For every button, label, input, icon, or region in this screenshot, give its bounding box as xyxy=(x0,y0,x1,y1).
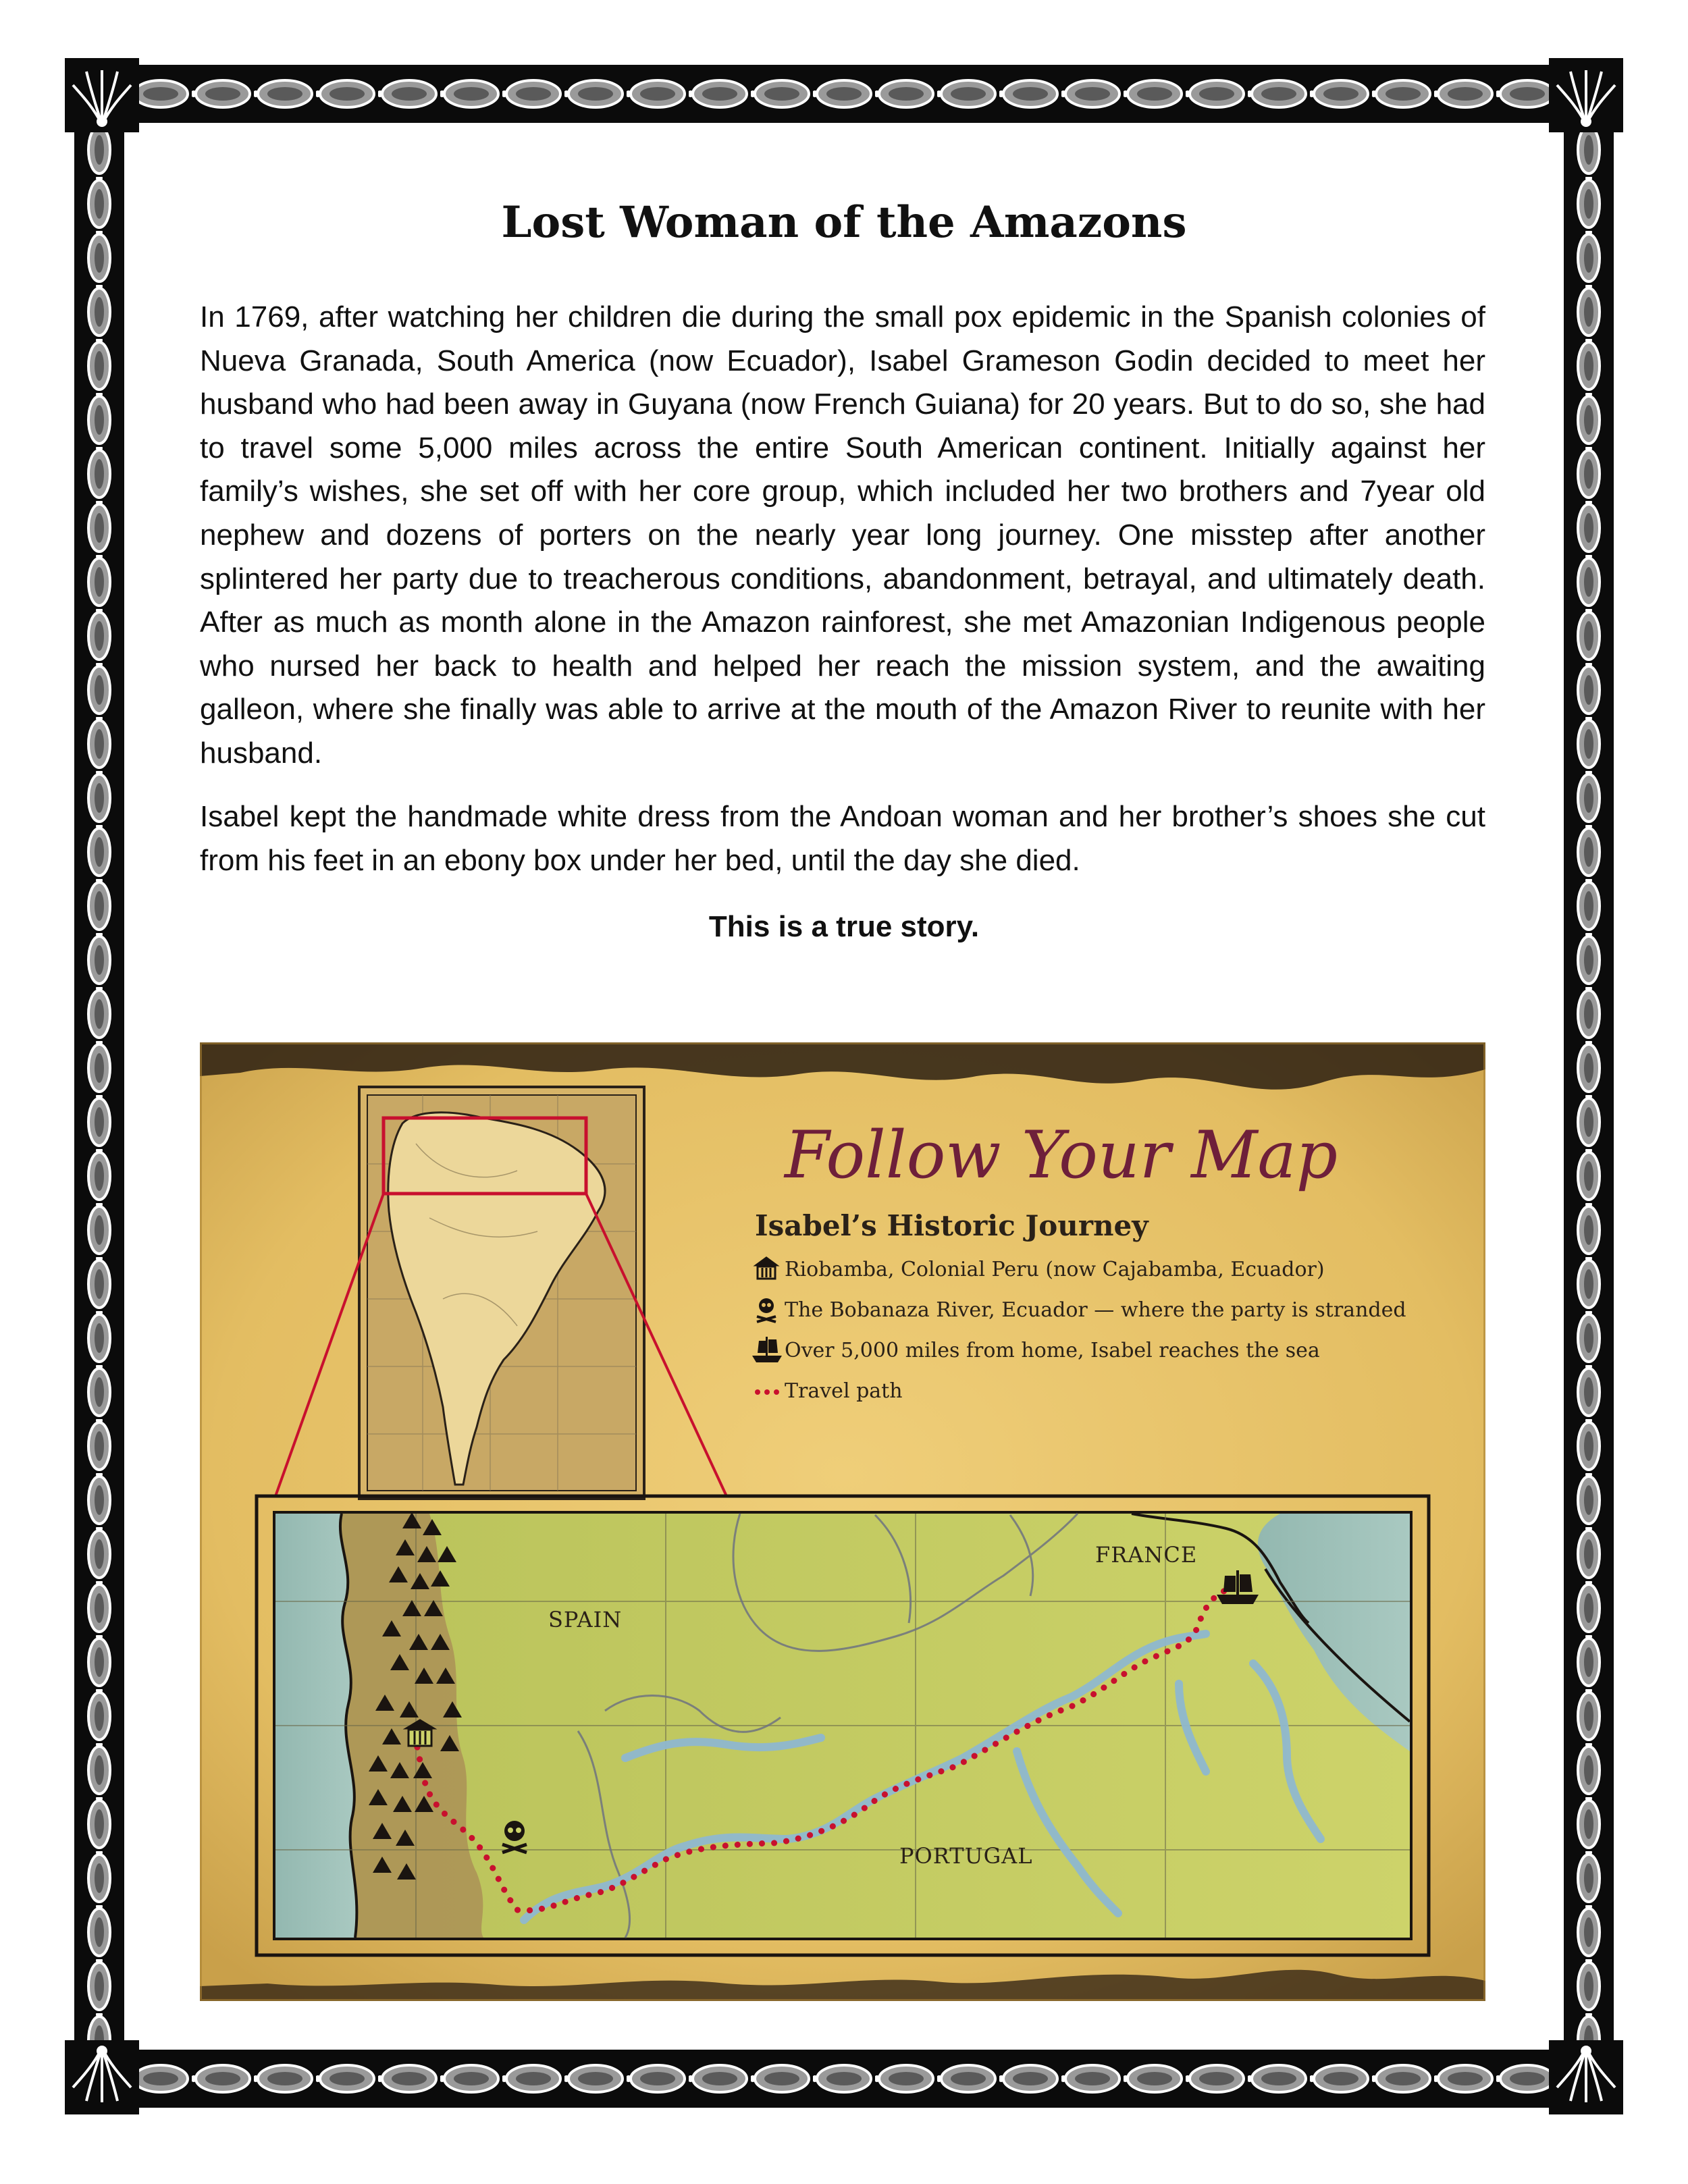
region-label-portugal: PORTUGAL xyxy=(899,1843,1033,1869)
page-title: Lost Woman of the Amazons xyxy=(501,197,1187,248)
legend-text: Over 5,000 miles from home, Isabel reaches the sea xyxy=(785,1339,1320,1362)
detail-map xyxy=(257,1496,1429,1955)
map-heading: Follow Your Map xyxy=(785,1117,1338,1193)
legend-item-start xyxy=(756,1258,1325,1281)
chain-pattern-right xyxy=(1564,123,1614,2050)
legend-item-sea xyxy=(752,1337,1320,1362)
chain-pattern-bottom xyxy=(68,2050,1620,2108)
dotted-path-icon xyxy=(755,1389,779,1395)
frame-corner-ornament-icon xyxy=(65,58,139,132)
chain-pattern-top xyxy=(68,65,1620,123)
inset-map-south-america xyxy=(359,1087,644,1499)
closing-statement: This is a true story. xyxy=(708,910,980,943)
legend-text: The Bobanaza River, Ecuador — where the party is stranded xyxy=(785,1298,1406,1322)
frame-border-left xyxy=(74,123,124,2050)
journey-map xyxy=(200,1042,1485,2001)
chain-pattern-left xyxy=(74,123,124,2050)
story-paragraph: In 1769, after watching her children die during the small pox epidemic in the Spanish colonies of Nueva Granada, South America (now Ecuador), Isabel Grameson Godin decided to meet her husband who had been away in Guyana (now French Guiana) for 20 years. But to do so, she had to travel some 5,000 miles across the entire South American continent. Initially against her family’s wishes, she set off with her core group, which included her two brothers and 7year old nephew and dozens of porters on the nearly year long journey. One misstep after another splintered her party due to treacherous conditions, abandonment, betrayal, and ultimately death. After as much as month alone in the Amazon rainforest, she met Amazonian Indigenous people who nursed her back to health and helped her reach the mission system, and the awaiting galleon, where she finally was able to arrive at the mouth of the Amazon River to reunite with her husband. xyxy=(200,300,1485,770)
frame-border-bottom xyxy=(68,2050,1620,2108)
frame-border-top xyxy=(68,65,1620,123)
frame-corner-ornament-icon xyxy=(1549,58,1623,132)
map-subheading: Isabel’s Historic Journey xyxy=(755,1209,1149,1242)
region-label-spain: SPAIN xyxy=(548,1607,623,1632)
legend-text: Riobamba, Colonial Peru (now Cajabamba, Ecuador) xyxy=(785,1258,1325,1281)
legend-text: Travel path xyxy=(785,1379,903,1403)
legend-item-stranded xyxy=(757,1298,1406,1322)
frame-border-right xyxy=(1564,123,1614,2050)
frame-corner-ornament-icon xyxy=(1549,2040,1623,2114)
region-label-france: FRANCE xyxy=(1095,1542,1198,1568)
frame-corner-ornament-icon xyxy=(65,2040,139,2114)
story-paragraph: Isabel kept the handmade white dress from the Andoan woman and her brother’s shoes she cut from his feet in an ebony box under her bed, until the day she died. xyxy=(200,800,1485,877)
